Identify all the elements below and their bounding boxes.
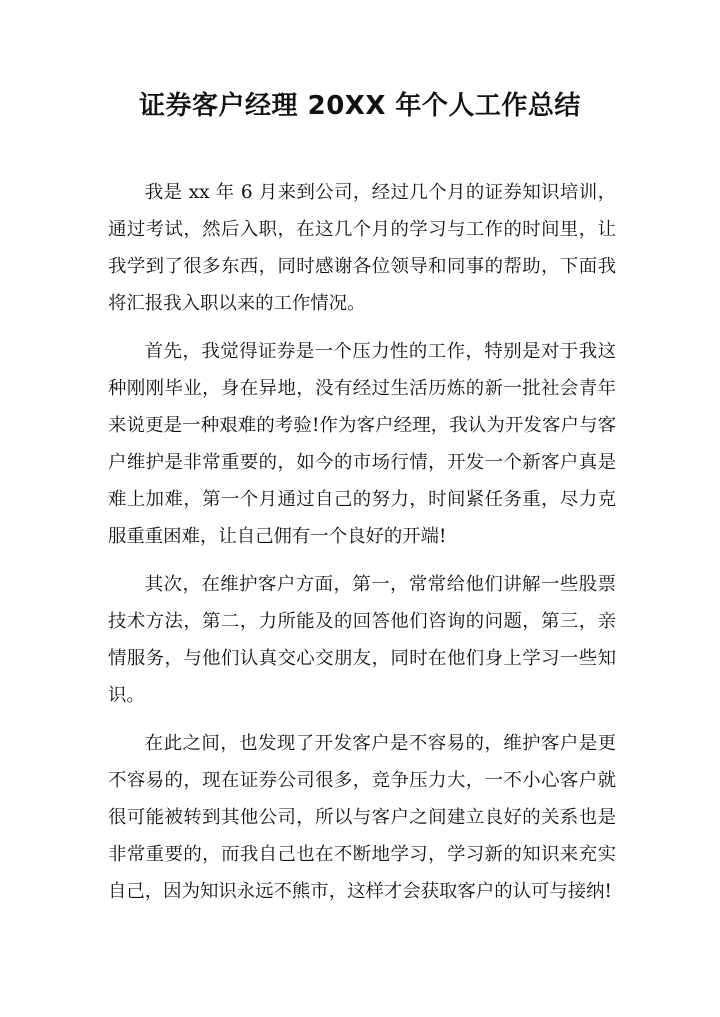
paragraph-3: 其次，在维护客户方面，第一，常常给他们讲解一些股票技术方法，第二，力所能及的回答他们咨询的问题，第三，亲情服务，与他们认真交心交朋友，同时在他们身上学习一些知识。: [108, 574, 616, 706]
document-body: [108, 174, 616, 921]
document-title: 证券客户经理 20XX 年个人工作总结: [139, 91, 581, 121]
paragraph-4: 在此之间，也发现了开发客户是不容易的，维护客户是更不容易的，现在证券公司很多，竞争压力大，一不小心客户就很可能被转到其他公司，所以与客户之间建立良好的关系也是非常重要的，而我自己也在不断地学习，学习新的知识来充实自己，因为知识永远不熊市，这样才会获取客户的认可与接纳!: [108, 733, 616, 902]
paragraph-2: 首先，我觉得证券是一个压力性的工作，特别是对于我这种刚刚毕业，身在异地，没有经过生活历炼的新一批社会青年来说更是一种艰难的考验!作为客户经理，我认为开发客户与客户维护是非常重要的，如今的市场行情，开发一个新客户真是难上加难，第一个月通过自己的努力，时间紧任务重，尽力克服重重困难，让自己佣有一个良好的开端!: [108, 341, 616, 547]
paragraph-1: 我是 xx 年 6 月来到公司，经过几个月的证券知识培训，通过考试，然后入职，在这几个月的学习与工作的时间里，让我学到了很多东西，同时感谢各位领导和同事的帮助，下面我将汇报我入职以来的工作情况。: [108, 182, 616, 314]
